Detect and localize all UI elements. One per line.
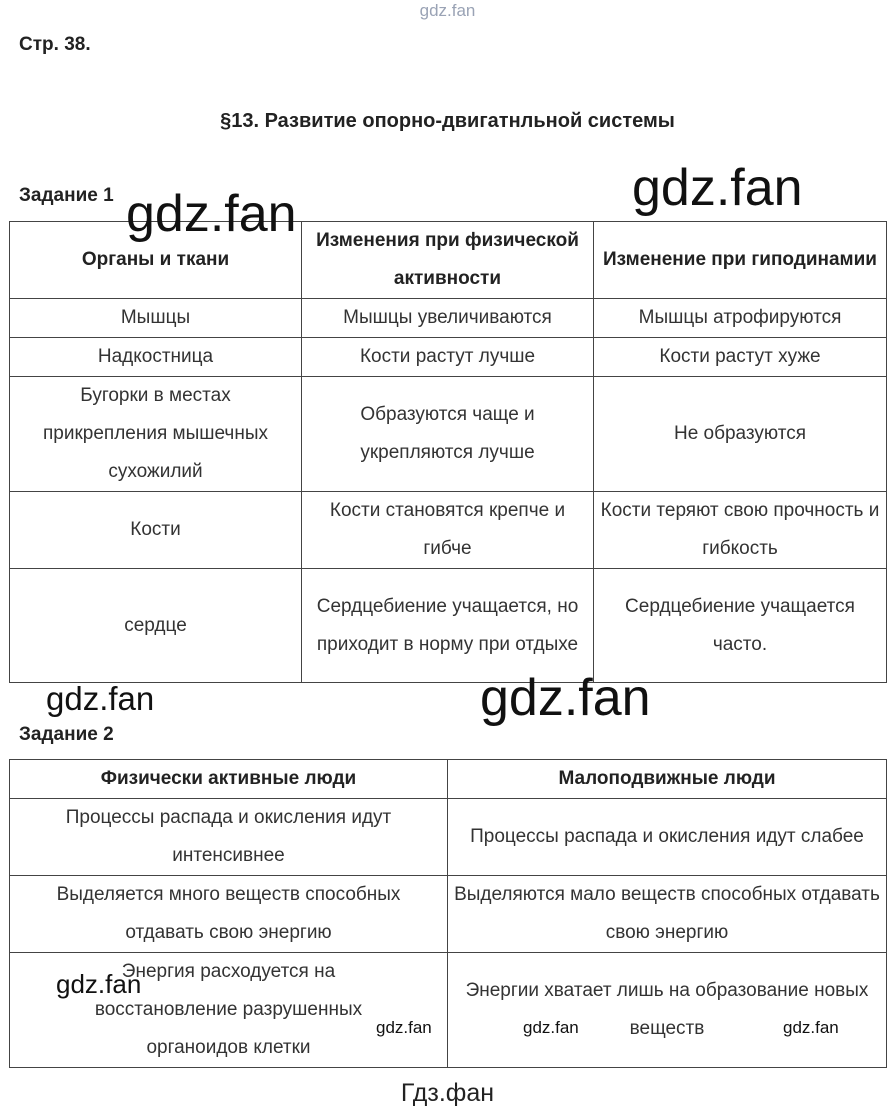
table-cell: Мышцы атрофируются [594, 299, 887, 338]
table-cell: Надкостница [10, 338, 302, 377]
table-row [10, 569, 887, 683]
table-row [10, 876, 887, 953]
watermark: gdz.fan [56, 969, 142, 999]
task2-label: Задание 2 [19, 724, 114, 745]
table-cell: Процессы распада и окисления идут слабее [448, 799, 887, 876]
footer-caption: Гдз.фан [400, 1079, 495, 1107]
table-row [10, 953, 887, 1068]
table-cell: Не образуются [594, 377, 887, 492]
table-cell: Кости теряют свою прочность и гибкость [594, 492, 887, 569]
watermark: gdz.fan [126, 185, 297, 243]
table-row [10, 492, 887, 569]
table-cell: Кости становятся крепче и гибче [302, 492, 594, 569]
task2-table [9, 759, 887, 1068]
table-cell: Мышцы увеличиваются [302, 299, 594, 338]
table-cell: Образуются чаще и укрепляются лучше [302, 377, 594, 492]
section-title: §13. Развитие опорно-двигатнльной системы [220, 110, 675, 132]
table-cell: Кости растут хуже [594, 338, 887, 377]
watermark: gdz.fan [523, 1018, 579, 1037]
table-cell: Выделяется много веществ способных отдавать свою энергию [10, 876, 448, 953]
table-header-row [10, 760, 887, 799]
table-cell: Энергия расходуется на восстановление разрушенных органоидов клетки [10, 953, 448, 1068]
table-cell: сердце [10, 569, 302, 683]
task1-label: Задание 1 [19, 185, 114, 206]
table-cell: Мышцы [10, 299, 302, 338]
page-number: Стр. 38. [19, 34, 91, 55]
watermark: gdz.fan [783, 1018, 839, 1037]
table-cell: Бугорки в местах прикрепления мышечных сухожилий [10, 377, 302, 492]
table-row [10, 377, 887, 492]
watermark: gdz.fan [632, 159, 803, 217]
table-row [10, 338, 887, 377]
header-active-people: Физически активные люди [10, 760, 448, 799]
watermark: gdz.fan [480, 669, 651, 727]
table-cell: Сердцебиение учащается, но приходит в норму при отдыхе [302, 569, 594, 683]
task1-table [9, 221, 887, 683]
watermark: gdz.fan [46, 680, 155, 717]
header-organs: Органы и ткани [10, 222, 302, 299]
table-cell: Кости растут лучше [302, 338, 594, 377]
table-row [10, 799, 887, 876]
table-cell: Энергии хватает лишь на образование новых веществ [448, 953, 887, 1068]
header-sedentary-people: Малоподвижные люди [448, 760, 887, 799]
table-cell: Процессы распада и окисления идут интенсивнее [10, 799, 448, 876]
table-cell: Кости [10, 492, 302, 569]
table-row [10, 299, 887, 338]
header-hypodynamia: Изменение при гиподинамии [594, 222, 887, 299]
header-activity: Изменения при физической активности [302, 222, 594, 299]
watermark: gdz.fan [376, 1018, 432, 1037]
top-watermark: gdz.fan [419, 1, 476, 20]
table-cell: Сердцебиение учащается часто. [594, 569, 887, 683]
table-cell: Выделяются мало веществ способных отдавать свою энергию [448, 876, 887, 953]
